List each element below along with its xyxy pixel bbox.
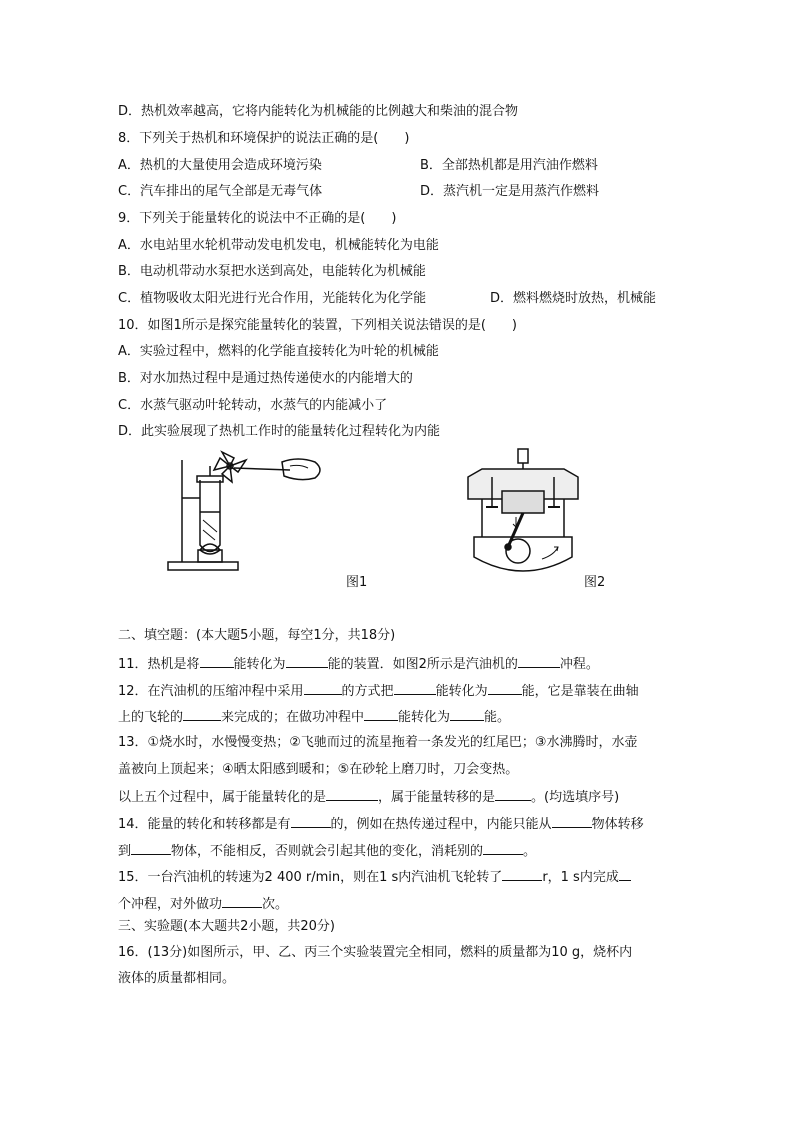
q7-option-d: D．热机效率越高，它将内能转化为机械能的比例越大和柴油的混合物 <box>118 104 519 119</box>
q13-line-2: 盖被向上顶起来；④晒太阳感到暖和；⑤在砂轮上磨刀时，刀会变热。 <box>118 762 519 777</box>
q8-option-d: D．蒸汽机一定是用蒸汽作燃料 <box>420 184 600 199</box>
blank[interactable] <box>552 814 592 828</box>
blank[interactable] <box>200 654 234 668</box>
q10-option-c: C．水蒸气驱动叶轮转动，水蒸气的内能减小了 <box>118 398 388 413</box>
blank[interactable] <box>619 867 631 881</box>
blank[interactable] <box>394 681 436 695</box>
blank[interactable] <box>488 681 522 695</box>
figure-2-engine <box>462 447 586 583</box>
q9-option-d: D．燃料燃烧时放热，机械能 <box>490 291 657 306</box>
q12-line-1: 12．在汽油机的压缩冲程中采用 的方式把 能转化为 能，它是靠装在曲轴 <box>118 681 639 701</box>
blank[interactable] <box>286 654 328 668</box>
q8-option-c: C．汽车排出的尾气全部是无毒气体 <box>118 184 323 199</box>
section-3-heading: 三、实验题(本大题共2小题，共20分) <box>118 919 335 934</box>
section-2-heading: 二、填空题：(本大题5小题，每空1分，共18分) <box>118 628 396 643</box>
q9-option-c: C．植物吸收太阳光进行光合作用，光能转化为化学能 <box>118 291 427 306</box>
q9-option-a: A．水电站里水轮机带动发电机发电，机械能转化为电能 <box>118 238 439 253</box>
q15-line-2: 个冲程，对外做功 次。 <box>118 894 288 914</box>
blank[interactable] <box>222 894 262 908</box>
q8-stem: 8．下列关于热机和环境保护的说法正确的是( ) <box>118 131 410 146</box>
figure-1-label: 图1 <box>346 575 368 590</box>
q11: 11．热机是将 能转化为 能的装置．如图2所示是汽油机的 冲程。 <box>118 654 599 674</box>
q12-line-2: 上的飞轮的 来完成的；在做功冲程中 能转化为 能。 <box>118 707 510 727</box>
blank[interactable] <box>483 841 523 855</box>
blank[interactable] <box>495 787 531 801</box>
q16-line-1: 16．(13分)如图所示，甲、乙、丙三个实验装置完全相同，燃料的质量都为10 g，烧杯内 <box>118 945 633 960</box>
blank[interactable] <box>364 707 398 721</box>
blank[interactable] <box>502 867 542 881</box>
q10-option-d: D．此实验展现了热机工作时的能量转化过程转化为内能 <box>118 424 441 439</box>
q8-option-b: B．全部热机都是用汽油作燃料 <box>420 158 598 173</box>
q14-line-1: 14．能量的转化和转移都是有 的，例如在热传递过程中，内能只能从 物体转移 <box>118 814 644 834</box>
q13-line-1: 13．①烧水时，水慢慢变热；②飞驰而过的流星拖着一条发光的红尾巴；③水沸腾时，水壶 <box>118 735 638 750</box>
q8-option-a: A．热机的大量使用会造成环境污染 <box>118 158 322 173</box>
q10-option-b: B．对水加热过程中是通过热传递使水的内能增大的 <box>118 371 413 386</box>
q9-stem: 9．下列关于能量转化的说法中不正确的是( ) <box>118 211 397 226</box>
q13-line-3: 以上五个过程中，属于能量转化的是 ，属于能量转移的是 。(均选填序号) <box>118 787 619 807</box>
figure-2-label: 图2 <box>584 575 606 590</box>
q10-stem: 10．如图1所示是探究能量转化的装置，下列相关说法错误的是( ) <box>118 318 517 333</box>
q16-line-2: 液体的质量都相同。 <box>118 971 236 986</box>
blank[interactable] <box>518 654 560 668</box>
blank[interactable] <box>131 841 171 855</box>
blank[interactable] <box>326 787 378 801</box>
q15-line-1: 15．一台汽油机的转速为2 400 r/min，则在1 s内汽油机飞轮转了 r，1 s内完成 <box>118 867 631 887</box>
q10-option-a: A．实验过程中，燃料的化学能直接转化为叶轮的机械能 <box>118 344 439 359</box>
blank[interactable] <box>450 707 484 721</box>
q9-option-b: B．电动机带动水泵把水送到高处，电能转化为机械能 <box>118 264 426 279</box>
blank[interactable] <box>291 814 331 828</box>
figure-1-apparatus <box>160 450 330 575</box>
q14-line-2: 到 物体，不能相反，否则就会引起其他的变化，消耗别的 。 <box>118 841 536 861</box>
blank[interactable] <box>304 681 342 695</box>
blank[interactable] <box>183 707 221 721</box>
